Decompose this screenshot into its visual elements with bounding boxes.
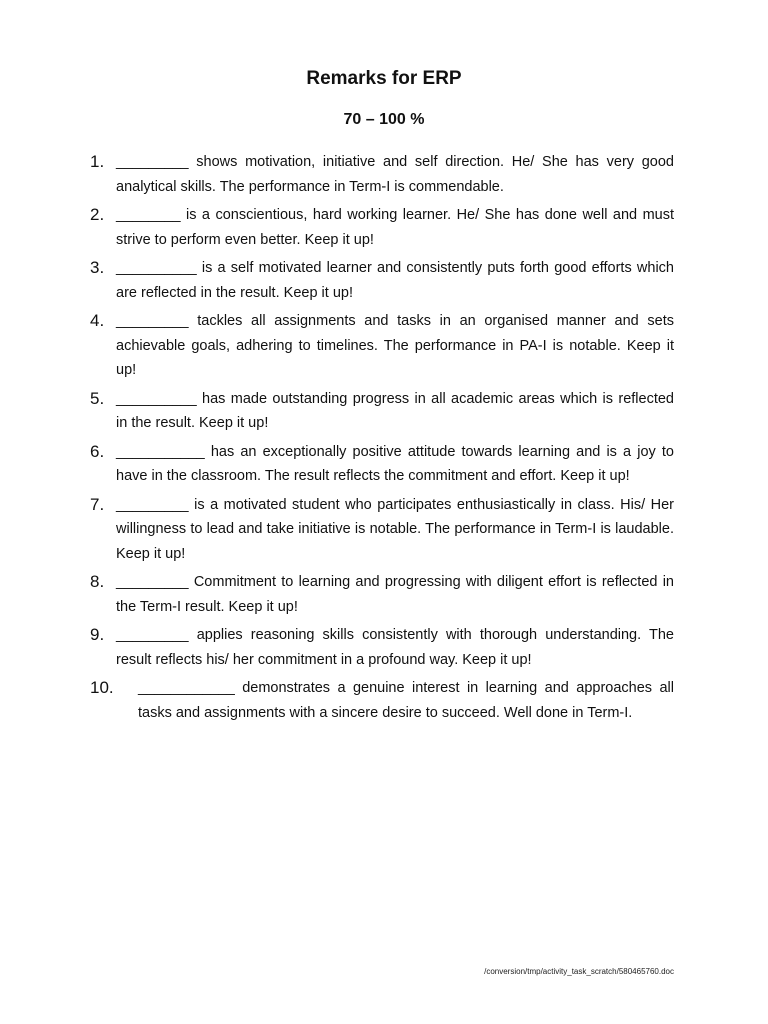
list-item-number: 2.: [90, 205, 105, 224]
list-item-number: 10.: [90, 678, 114, 697]
remarks-list: [90, 150, 674, 729]
footer-file-path: /conversion/tmp/activity_task_scratch/580465760.doc: [484, 967, 674, 976]
list-item-text: _________ tackles all assignments and tasks in an organised manner and sets achievable goals, adhering to timelines. The performance in PA-I is notable. Keep it up!: [116, 313, 674, 378]
list-item-number: 4.: [90, 311, 105, 330]
list-item-number: 6.: [90, 441, 105, 461]
list-item: [90, 309, 674, 383]
list-item-number: 9.: [90, 625, 105, 644]
list-item: [90, 387, 674, 436]
list-item: [90, 256, 674, 305]
list-item-number: 3.: [90, 258, 105, 277]
list-item: [90, 440, 674, 489]
list-item: [90, 493, 674, 567]
list-item: [90, 150, 674, 199]
list-item-text: ____________ demonstrates a genuine interest in learning and approaches all tasks and assignments with a sincere desire to succeed. Well done in Term-I.: [138, 680, 674, 721]
list-item-number: 7.: [90, 494, 105, 514]
list-item: [90, 570, 674, 619]
list-item-text: ________ is a conscientious, hard working learner. He/ She has done well and must strive to perform even better. Keep it up!: [116, 207, 674, 248]
list-item-text: _________ is a motivated student who participates enthusiastically in class. His/ Her willingness to lead and take initiative is notable. The performance in Term-I is laudable. Keep it up!: [116, 496, 674, 562]
list-item: [90, 623, 674, 672]
list-item-text: __________ has made outstanding progress in all academic areas which is reflected in the result. Keep it up!: [116, 390, 674, 431]
list-item-text: __________ is a self motivated learner and consistently puts forth good efforts which are reflected in the result. Keep it up!: [116, 260, 674, 301]
percentage-range-heading: 70 – 100 %: [343, 111, 425, 128]
list-item-text: _________ applies reasoning skills consistently with thorough understanding. The result reflects his/ her commitment in a profound way. Keep it up!: [116, 627, 674, 668]
list-item-text: _________ shows motivation, initiative and self direction. He/ She has very good analytical skills. The performance in Term-I is commendable.: [116, 154, 674, 195]
list-item: [90, 676, 674, 725]
list-item-text: _________ Commitment to learning and progressing with diligent effort is reflected in the Term-I result. Keep it up!: [116, 574, 674, 615]
list-item-number: 5.: [90, 388, 105, 408]
list-item-number: 8.: [90, 572, 105, 591]
list-item-text: ___________ has an exceptionally positive attitude towards learning and is a joy to have in the classroom. The result reflects the commitment and effort. Keep it up!: [116, 443, 674, 484]
document-title: Remarks for ERP: [306, 68, 462, 89]
list-item: [90, 203, 674, 252]
list-item-number: 1.: [90, 152, 105, 171]
